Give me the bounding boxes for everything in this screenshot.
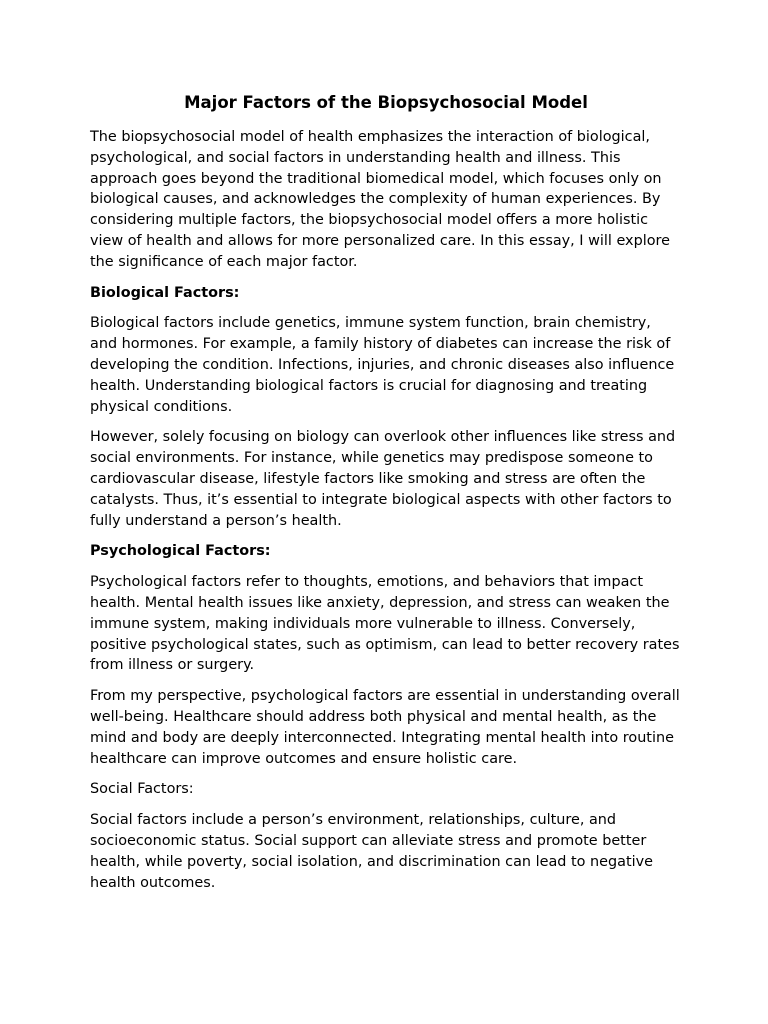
document-title: Major Factors of the Biopsychosocial Model	[184, 93, 588, 112]
biological-paragraph-2: However, solely focusing on biology can overlook other influences like stress and social environments. For instance, while genetics may predispose someone to cardiovascular disease, lifestyle factors like smoking and stress are often the catalysts. Thus, it’s essential to integrate biological aspects with other factors to fully understand a person’s health.	[90, 429, 676, 529]
section-heading-biological: Biological Factors:	[90, 284, 240, 301]
biological-paragraph-1: Biological factors include genetics, immune system function, brain chemistry, and hormones. For example, a family history of diabetes can increase the risk of developing the condition. Infections, injuries, and chronic diseases also influence health. Understanding biological factors is crucial for diagnosing and treating physical conditions.	[90, 315, 675, 415]
section-heading-psychological: Psychological Factors:	[90, 543, 271, 560]
intro-paragraph: The biopsychosocial model of health emphasizes the interaction of biological, psychological, and social factors in understanding health and illness. This approach goes beyond the traditional biomedical model, which focuses only on biological causes, and acknowledges the complexity of human experiences. By considering multiple factors, the biopsychosocial model offers a more holistic view of health and allows for more personalized care. In this essay, I will explore the significance of each major factor.	[90, 129, 670, 270]
social-paragraph-1: Social factors include a person’s environment, relationships, culture, and socioeconomic status. Social support can alleviate stress and promote better health, while poverty, social isolation, and discrimination can lead to negative health outcomes.	[90, 812, 653, 891]
section-heading-social: Social Factors:	[90, 781, 194, 798]
psychological-paragraph-1: Psychological factors refer to thoughts, emotions, and behaviors that impact health. Mental health issues like anxiety, depression, and stress can weaken the immune system, making individuals more vulnerable to illness. Conversely, positive psychological states, such as optimism, can lead to better recovery rates from illness or surgery.	[90, 574, 680, 674]
document-page	[90, 92, 682, 903]
psychological-paragraph-2: From my perspective, psychological factors are essential in understanding overall well-being. Healthcare should address both physical and mental health, as the mind and body are deeply interconnected. Integrating mental health into routine healthcare can improve outcomes and ensure holistic care.	[90, 688, 680, 767]
